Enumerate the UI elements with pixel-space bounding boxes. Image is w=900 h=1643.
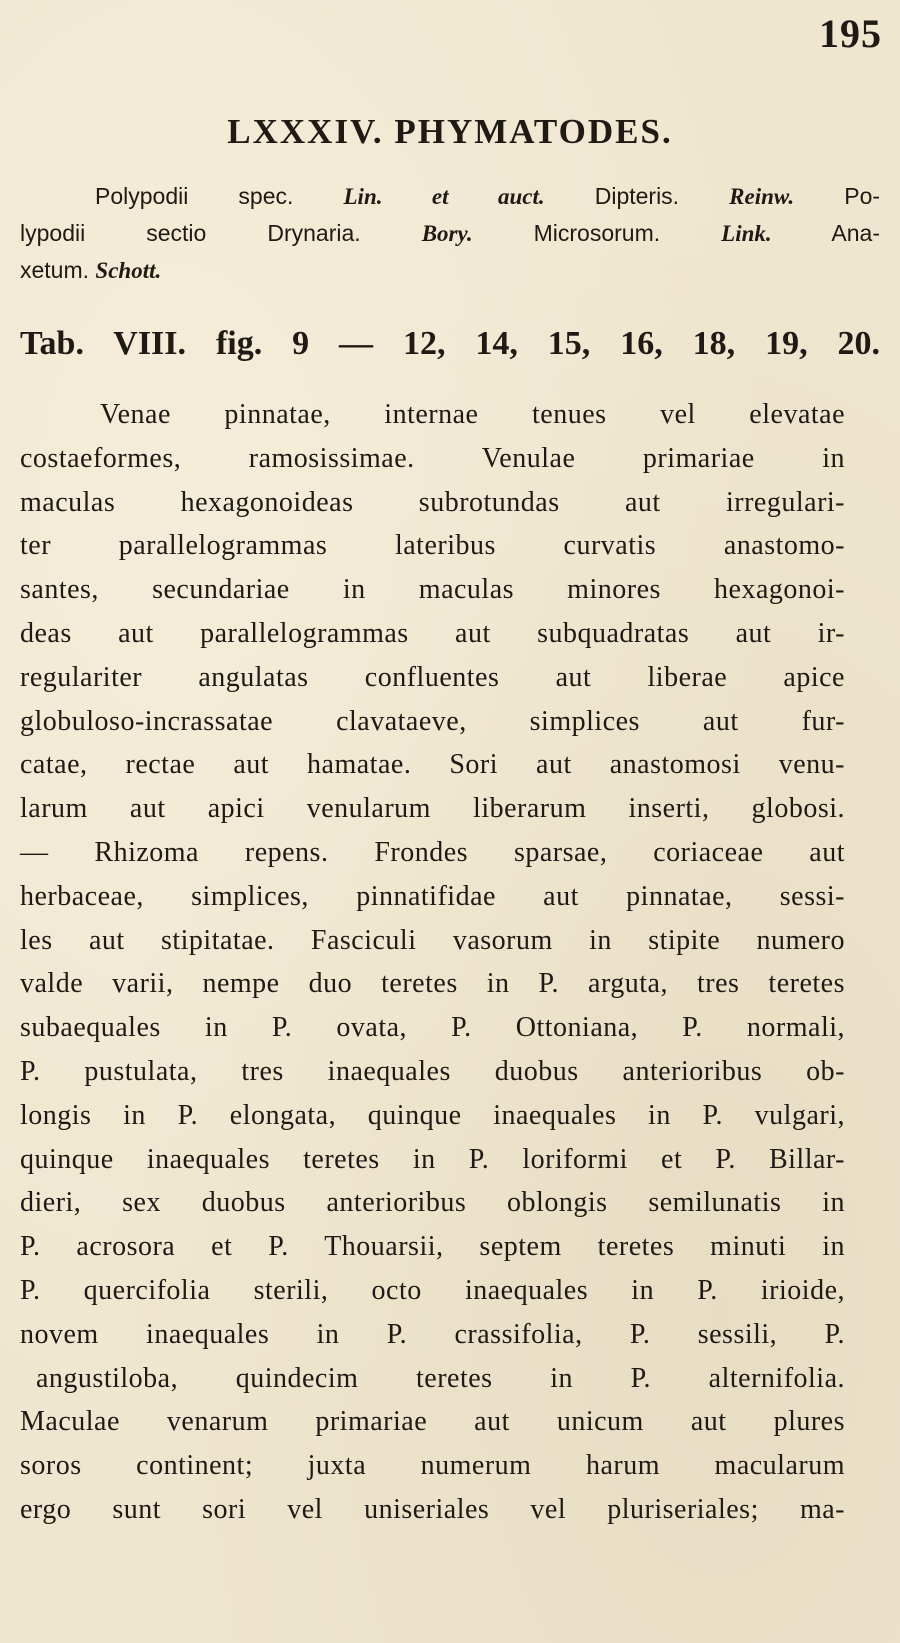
synonym-text: Ana- — [831, 220, 881, 246]
author-citation: Bory. — [421, 221, 473, 246]
synonym-text: Microsorum. — [533, 220, 661, 246]
text-line: globuloso-incrassatae clavataeve, simplices aut fur- — [20, 705, 845, 737]
text-line: P. pustulata, tres inaequales duobus anterioribus ob- — [20, 1055, 845, 1087]
text-line: novem inaequales in P. crassifolia, P. sessili, P. — [20, 1318, 845, 1350]
text-line: soros continent; juxta numerum harum macularum — [20, 1450, 845, 1482]
text-line: costaeformes, ramosissimae. Venulae primariae in — [20, 442, 845, 474]
text-line: P. quercifolia sterili, octo inaequales in P. irioide, — [20, 1274, 845, 1306]
text-line: dieri, sex duobus anterioribus oblongis semilunatis in — [20, 1187, 845, 1219]
synonym-text: Dipteris. — [594, 183, 680, 209]
text-line: quinque inaequales teretes in P. loriformi et P. Billar- — [20, 1143, 845, 1175]
synonym-text: Po- — [844, 183, 881, 209]
text-line: P. acrosora et P. Thouarsii, septem teretes minuti in — [20, 1231, 845, 1263]
text-line: catae, rectae aut hamatae. Sori aut anastomosi venu- — [20, 749, 845, 781]
text-line: — Rhizoma repens. Frondes sparsae, coriaceae aut — [20, 836, 845, 868]
synonymy-paragraph — [20, 178, 880, 289]
synonymy-line — [20, 252, 880, 289]
chapter-title: LXXXIV. PHYMATODES. — [227, 112, 673, 151]
text-line: ergo sunt sori vel uniseriales vel pluriseriales; ma- — [20, 1493, 845, 1525]
text-line: larum aut apici venularum liberarum inserti, globosi. — [20, 793, 845, 825]
synonym-text: Polypodii spec. — [95, 183, 294, 209]
text-line: subaequales in P. ovata, P. Ottoniana, P. normali, — [20, 1012, 845, 1044]
text-line: les aut stipitatae. Fasciculi vasorum in stipite numero — [20, 924, 845, 956]
text-line: deas aut parallelogrammas aut subquadratas aut ir- — [20, 617, 845, 649]
author-citation: Reinw. — [729, 184, 795, 209]
text-line: santes, secundariae in maculas minores hexagonoi- — [20, 574, 845, 606]
text-line: longis in P. elongata, quinque inaequales in P. vulgari, — [20, 1099, 845, 1131]
plate-reference: Tab. VIII. fig. 9 — 12, 14, 15, 16, 18, 19, 20. — [20, 325, 880, 362]
text-line: Venae pinnatae, internae tenues vel elevatae — [100, 399, 845, 430]
synonym-text: lypodii sectio Drynaria. — [20, 220, 361, 246]
description-paragraph — [20, 393, 845, 1532]
author-citation: Schott. — [95, 258, 162, 283]
author-citation: Lin. et auct. — [343, 184, 545, 209]
text-line: regulariter angulatas confluentes aut liberae apice — [20, 661, 845, 693]
text-line: maculas hexagonoideas subrotundas aut irregulari- — [20, 486, 845, 518]
synonymy-line — [20, 215, 880, 252]
text-line: herbaceae, simplices, pinnatifidae aut pinnatae, sessi- — [20, 880, 845, 912]
text-line: Maculae venarum primariae aut unicum aut plures — [20, 1406, 845, 1438]
text-line: valde varii, nempe duo teretes in P. arguta, tres teretes — [20, 968, 845, 1000]
author-citation: Link. — [721, 221, 772, 246]
text-line: angustiloba, quindecim teretes in P. alternifolia. — [36, 1362, 845, 1394]
synonymy-line — [20, 178, 880, 215]
text-line: ter parallelogrammas lateribus curvatis anastomo- — [20, 530, 845, 562]
page-number: 195 — [819, 11, 882, 56]
synonym-text: xetum. — [20, 257, 90, 283]
